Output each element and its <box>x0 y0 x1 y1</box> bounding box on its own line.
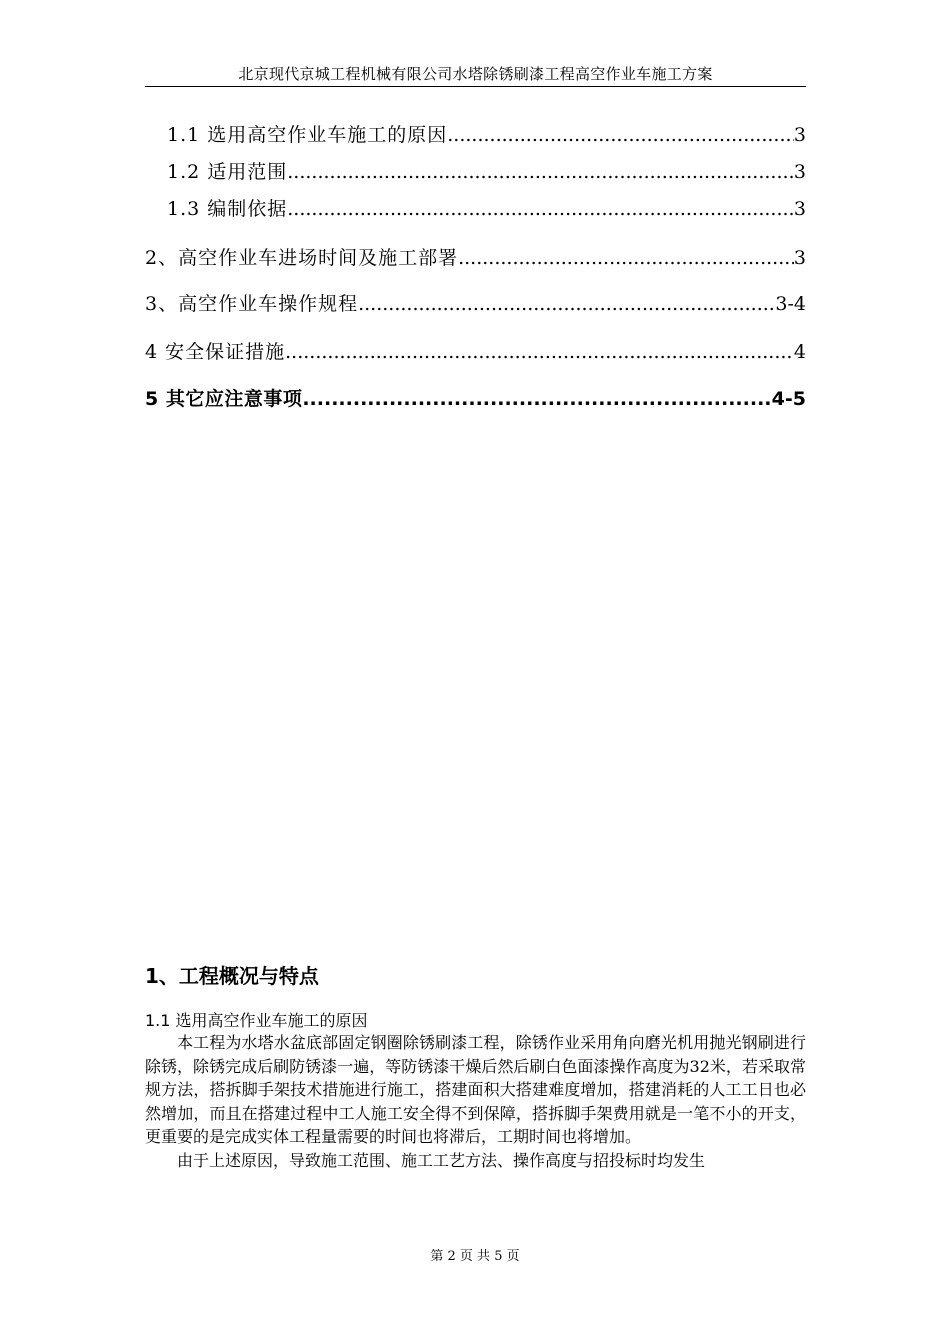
toc-dot-leader <box>447 122 794 148</box>
toc-entry-5[interactable] <box>145 386 806 412</box>
toc-entry-page: 3 <box>793 247 806 269</box>
toc-entry-4[interactable] <box>145 339 806 365</box>
toc-dot-leader <box>302 386 771 412</box>
toc-entry-label: 1.2 适用范围 <box>167 161 288 183</box>
toc-dot-leader <box>358 291 775 317</box>
toc-entry-3[interactable] <box>145 291 806 317</box>
toc-entry-page: 4-5 <box>771 388 806 410</box>
toc-entry-page: 3 <box>793 124 806 146</box>
toc-entry-label: 1.3 编制依据 <box>167 198 288 220</box>
toc-entry-2[interactable] <box>145 245 806 271</box>
toc-entry-1-2[interactable] <box>167 159 806 185</box>
toc-entry-page: 3 <box>793 161 806 183</box>
toc-dot-leader <box>458 245 794 271</box>
toc-entry-page: 4 <box>793 341 806 363</box>
toc-dot-leader <box>285 339 794 365</box>
document-title: 北京现代京城工程机械有限公司水塔除锈刷漆工程高空作业车施工方案 <box>238 65 713 83</box>
toc-entry-1-1[interactable] <box>167 122 806 148</box>
page-footer <box>0 1249 950 1265</box>
toc-dot-leader <box>287 159 794 185</box>
toc-entry-page: 3 <box>793 198 806 220</box>
page-number: 第 2 页 共 5 页 <box>430 1249 520 1264</box>
toc-entry-label: 2、高空作业车进场时间及施工部署 <box>145 247 459 269</box>
subsection-heading: 1.1 选用高空作业车施工的原因 <box>145 1011 368 1030</box>
body-paragraph: 本工程为水塔水盆底部固定钢圈除锈刷漆工程，除锈作业采用角向磨光机用抛光钢刷进行除锈，除锈完成后刷防锈漆一遍，等防锈漆干燥后然后刷白色面漆操作高度为32米，若采取常规方法，搭拆脚手架技术措施进行施工，搭建面积大搭建难度增加，搭建消耗的人工工日也必然增加，而且在搭建过程中工人施工安全得不到保障，搭拆脚手架费用就是一笔不小的开支，更重要的是完成实体工程量需要的时间也将滞后，工期时间也将增加。 <box>145 1033 806 1147</box>
toc-entry-page: 3-4 <box>775 293 806 315</box>
toc-entry-1-3[interactable] <box>167 196 806 222</box>
body-paragraph: 由于上述原因，导致施工范围、施工工艺方法、操作高度与招投标时均发生 <box>177 1150 706 1170</box>
toc-dot-leader <box>287 196 794 222</box>
toc-entry-label: 4 安全保证措施 <box>145 341 286 363</box>
toc-entry-label: 3、高空作业车操作规程 <box>145 293 359 315</box>
section-body <box>145 1031 806 1173</box>
toc-entry-label: 1.1 选用高空作业车施工的原因 <box>167 124 448 146</box>
toc-entry-label: 5 其它应注意事项 <box>145 388 303 410</box>
page-header <box>145 64 806 87</box>
section-heading: 1、工程概况与特点 <box>145 964 319 988</box>
